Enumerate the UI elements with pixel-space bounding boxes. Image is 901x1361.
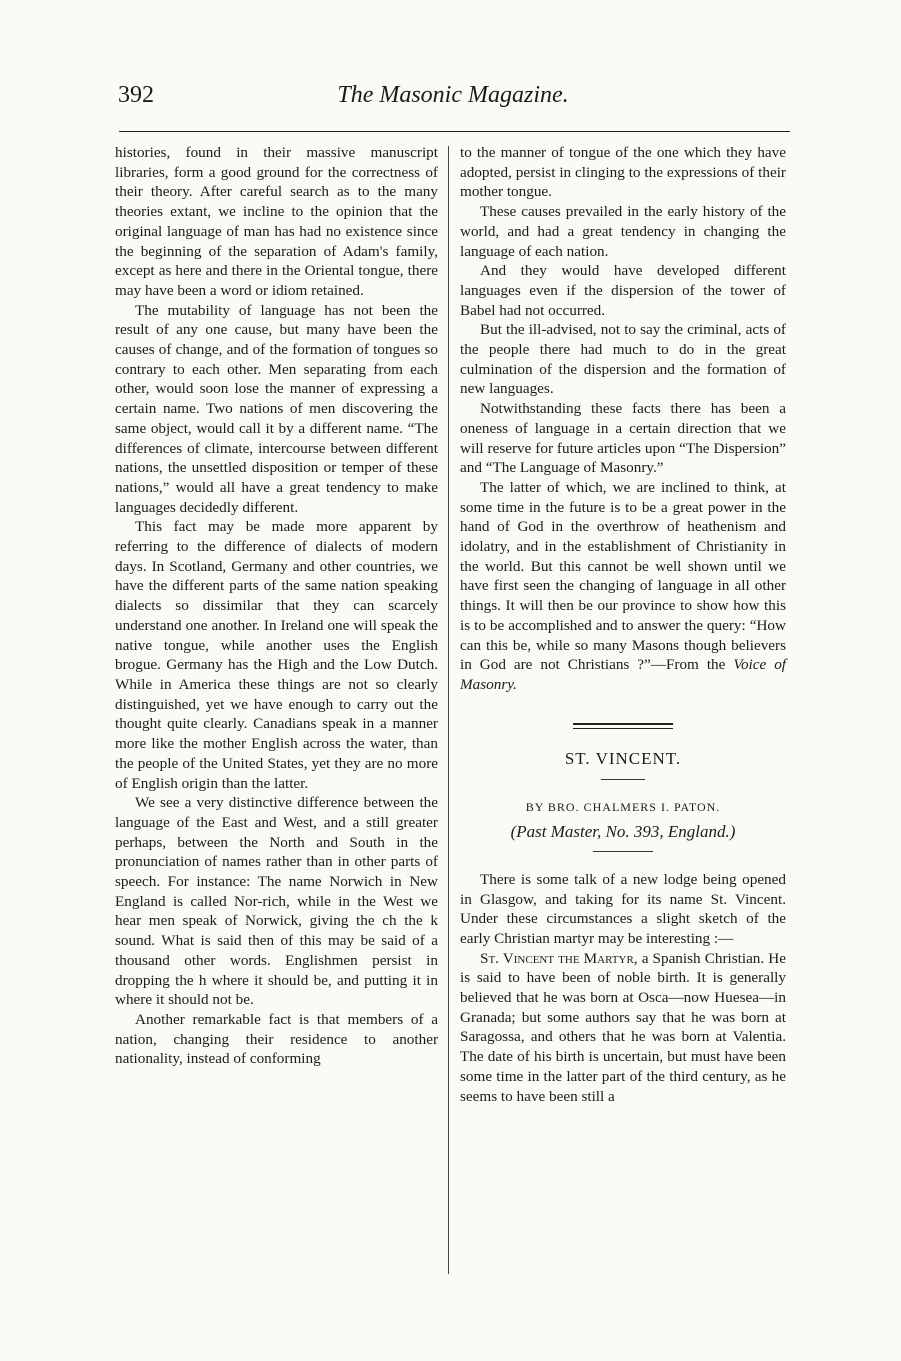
article-body <box>460 870 786 1106</box>
paragraph: We see a very distinctive difference between the language of the East and West, and a still greater perhaps, between the North and South in the pronunciation of names rather than in other parts of speech. For instance: The name Norwich in New England is called Nor-rich, while in the West we hear men speak of Norwick, giving the ch the k sound. What is said then of this may be said of a thousand other words. Englishmen persist in dropping the h where it should be, and putting it in where it should not be. <box>115 794 438 1009</box>
paragraph-text: a Spanish Christian. He is said to have been of noble birth. It is generally believed that he was born at Osca—now Huesea—in Granada; but some authors say that he was born at Saragossa, and others that he was born at Valentia. The date of his birth is uncertain, but must have been some time in the latter part of the third century, as he seems to have been still a <box>460 949 787 1105</box>
martyr-name: St. Vincent the Martyr, <box>480 949 638 967</box>
paragraph: Notwithstanding these facts there has been a oneness of language in a certain direction that we will reserve for future articles upon “The Dispersion” and “The Language of Masonry.” <box>460 400 786 477</box>
paragraph: And they would have developed different languages even if the dispersion of the tower of Babel had not occurred. <box>460 262 786 319</box>
paragraph: These causes prevailed in the early history of the world, and had a great tendency in changing the language of each nation. <box>460 203 786 260</box>
page-header <box>118 82 788 118</box>
paragraph: But the ill-advised, not to say the criminal, acts of the people there had much to do in the great culmination of the dispersion and the formation of new languages. <box>460 321 786 398</box>
section-divider <box>573 723 673 729</box>
paragraph: Another remarkable fact is that members of a nation, changing their residence to another nationality, instead of conforming <box>115 1010 438 1068</box>
header-rule <box>119 131 790 132</box>
paragraph <box>460 949 786 1107</box>
byline: BY BRO. CHALMERS I. PATON. <box>525 800 721 815</box>
paragraph: to the manner of tongue of the one which they have adopted, persist in clinging to the expressions of their mother tongue. <box>460 144 786 201</box>
paragraph: There is some talk of a new lodge being opened in Glasgow, and taking for its name St. Vincent. Under these circumstances a slight sketch of the early Christian martyr may be interesting :— <box>460 870 786 947</box>
left-column <box>115 143 438 1069</box>
source-citation: Voice of Masonry. <box>460 656 787 693</box>
paragraph: The mutability of language has not been the result of any one cause, but many have been the causes of change, and of the formation of tongues so contrary to each other. Men separating from each other, would soon lose the manner of expressing a certain name. Two nations of men discovering the same object, would call it by a different name. “The differences of climate, intercourse between different nations, the unsettled disposition or temper of these nations,” would all have a great tendency to make languages decidedly different. <box>115 301 438 516</box>
paragraph: This fact may be made more apparent by referring to the difference of dialects of modern days. In Scotland, Germany and other countries, we have the different parts of the same nation speaking dialects so dissimilar that they can scarcely understand one another. In Ireland one will speak the native tongue, while another uses the English brogue. Germany has the High and the Low Dutch. While in America these things are not so clearly distinguished, yet we have enough to carry out the thought quite clearly. Canadians speak in a manner more like the mother English across the water, than the people of the United States, yet they are no more of English origin than the latter. <box>115 518 438 792</box>
paragraph-with-source <box>460 478 786 695</box>
paragraph: histories, found in their massive manuscript libraries, form a good ground for the correctness of their theory. After careful search as to the many theories extant, we incline to the opinion that the original language of man has had no existence since the beginning of the separation of Adam's family, except as here and there in the Oriental tongue, there may have been a word or idiom retained. <box>115 144 438 299</box>
byline-affiliation: (Past Master, No. 393, England.) <box>510 822 736 842</box>
paragraph-text: The latter of which, we are inclined to think, at some time in the future is to be a great power in the hand of God in the overthrow of heathenism and idolatry, and in the establishment of Christianity in the world. But this cannot be well shown until we have first seen the changing of language in all other things. It will then be our province to show how this is to be accomplished and to answer the query: “How can this be, while so many Masons though believers in God are not Christians ?”—From the <box>460 478 786 674</box>
byline-rule <box>593 851 653 852</box>
title-rule <box>601 779 645 780</box>
right-column <box>460 143 786 1106</box>
running-title: The Masonic Magazine. <box>337 82 569 108</box>
column-divider <box>448 146 449 1274</box>
article-title: ST. VINCENT. <box>564 748 682 768</box>
page-number: 392 <box>118 82 154 108</box>
